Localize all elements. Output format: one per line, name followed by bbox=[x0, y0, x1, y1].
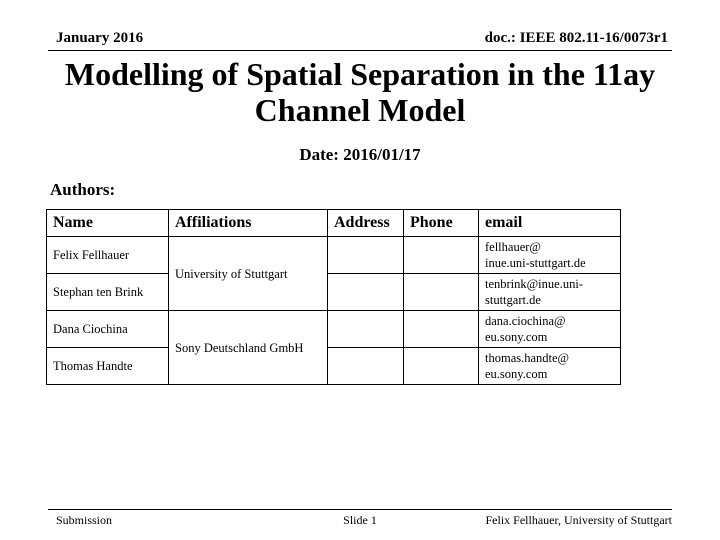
header-divider bbox=[48, 50, 672, 51]
header-name: Name bbox=[47, 210, 169, 237]
author-address bbox=[328, 274, 404, 311]
slide-date: Date: 2016/01/17 bbox=[299, 145, 421, 164]
author-email bbox=[479, 311, 621, 348]
header-affiliations: Affiliations bbox=[169, 210, 328, 237]
author-phone bbox=[404, 274, 479, 311]
slide-title-line-2: Channel Model bbox=[254, 92, 466, 128]
header-date: January 2016 bbox=[56, 30, 144, 46]
header-address: Address bbox=[328, 210, 404, 237]
authors-table bbox=[46, 209, 621, 385]
footer-author: Felix Fellhauer, University of Stuttgart bbox=[485, 513, 672, 527]
table-row bbox=[47, 311, 621, 348]
author-email-line-1: tenbrink@inue.uni- bbox=[485, 277, 583, 291]
author-name: Thomas Handte bbox=[47, 348, 169, 385]
author-email bbox=[479, 237, 621, 274]
author-email-line-2: eu.sony.com bbox=[485, 367, 548, 381]
author-address bbox=[328, 348, 404, 385]
table-row bbox=[47, 348, 621, 385]
footer-submission: Submission bbox=[56, 513, 113, 527]
author-email-line-2: eu.sony.com bbox=[485, 330, 548, 344]
author-email-line-2: inue.uni-stuttgart.de bbox=[485, 256, 586, 270]
table-row bbox=[47, 237, 621, 274]
author-name: Stephan ten Brink bbox=[47, 274, 169, 311]
author-email-line-1: thomas.handte@ bbox=[485, 351, 570, 365]
authors-label: Authors: bbox=[50, 180, 116, 199]
author-email bbox=[479, 348, 621, 385]
slide-title-line-1: Modelling of Spatial Separation in the 11ay bbox=[64, 56, 656, 92]
slide-title bbox=[40, 56, 680, 128]
footer-divider bbox=[48, 509, 672, 510]
author-phone bbox=[404, 348, 479, 385]
header-phone: Phone bbox=[404, 210, 479, 237]
author-email-line-1: fellhauer@ bbox=[485, 240, 541, 254]
author-email bbox=[479, 274, 621, 311]
author-name: Dana Ciochina bbox=[47, 311, 169, 348]
author-affiliation: University of Stuttgart bbox=[169, 237, 328, 311]
table-row bbox=[47, 274, 621, 311]
author-email-line-2: stuttgart.de bbox=[485, 293, 541, 307]
footer-slide-number: Slide 1 bbox=[343, 513, 377, 527]
author-phone bbox=[404, 237, 479, 274]
author-name: Felix Fellhauer bbox=[47, 237, 169, 274]
author-address bbox=[328, 237, 404, 274]
author-address bbox=[328, 311, 404, 348]
header-email: email bbox=[479, 210, 621, 237]
header-doc-id: doc.: IEEE 802.11-16/0073r1 bbox=[484, 30, 668, 46]
author-email-line-1: dana.ciochina@ bbox=[485, 314, 566, 328]
table-header-row bbox=[47, 210, 621, 237]
author-phone bbox=[404, 311, 479, 348]
author-affiliation: Sony Deutschland GmbH bbox=[169, 311, 328, 385]
